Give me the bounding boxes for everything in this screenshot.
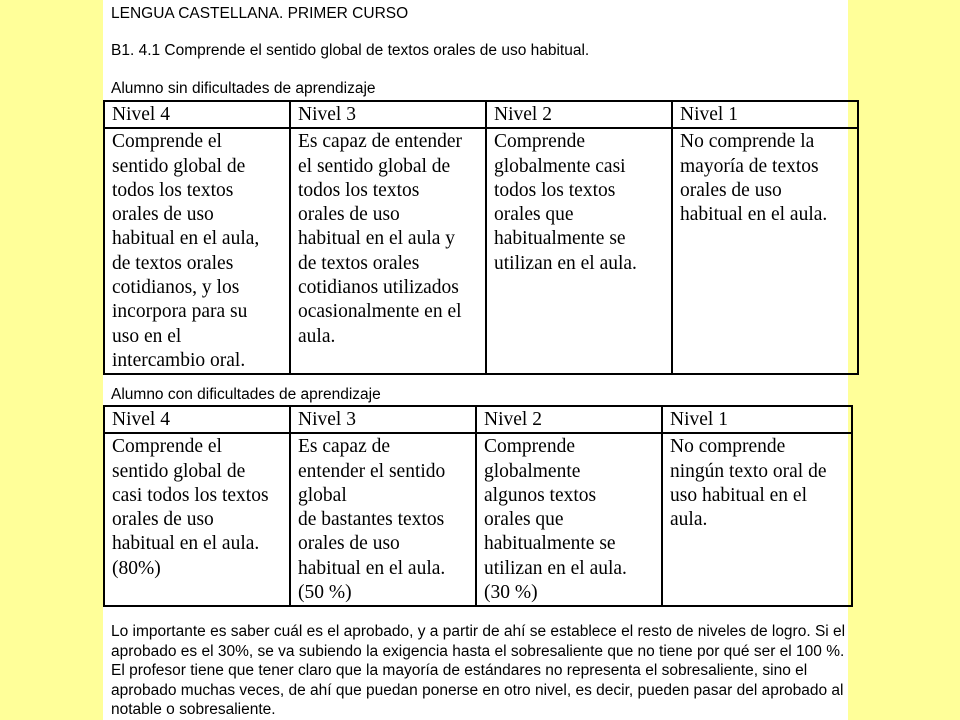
document-title: LENGUA CASTELLANA. PRIMER CURSO — [111, 5, 409, 22]
cell-nivel-4: Comprende el sentido global de todos los textos orales de uso habitual en el aula, de textos orales cotidianos, y los incorpora para su uso en el intercambio oral. — [104, 128, 290, 374]
cell-nivel-1: No comprende la mayoría de textos orales de uso habitual en el aula. — [672, 128, 858, 374]
cell-nivel-2: Comprende globalmente algunos textos orales que habitualmente se utilizan en el aula. (30 %) — [476, 433, 662, 606]
table-row — [104, 128, 858, 374]
table-row — [104, 433, 852, 606]
standard-statement: B1. 4.1 Comprende el sentido global de textos orales de uso habitual. — [111, 42, 590, 59]
header-nivel-3: Nivel 3 — [290, 406, 476, 433]
cell-nivel-3: Es capaz de entender el sentido global de bastantes textos orales de uso habitual en el aula. (50 %) — [290, 433, 476, 606]
header-nivel-2: Nivel 2 — [486, 101, 672, 128]
section2-caption: Alumno con dificultades de aprendizaje — [111, 386, 381, 403]
cell-nivel-2: Comprende globalmente casi todos los textos orales que habitualmente se utilizan en el aula. — [486, 128, 672, 374]
header-nivel-3: Nivel 3 — [290, 101, 486, 128]
cell-nivel-1: No comprende ningún texto oral de uso habitual en el aula. — [662, 433, 852, 606]
header-nivel-4: Nivel 4 — [104, 406, 290, 433]
table-header-row — [104, 101, 858, 128]
rubric-table-with-difficulties — [103, 405, 853, 607]
section1-caption: Alumno sin dificultades de aprendizaje — [111, 80, 376, 97]
rubric-table-no-difficulties — [103, 100, 859, 375]
header-nivel-2: Nivel 2 — [476, 406, 662, 433]
cell-nivel-3: Es capaz de entender el sentido global de todos los textos orales de uso habitual en el aula y de textos orales cotidianos utilizados ocasionalmente en el aula. — [290, 128, 486, 374]
header-nivel-1: Nivel 1 — [662, 406, 852, 433]
header-nivel-1: Nivel 1 — [672, 101, 858, 128]
explanatory-note: Lo importante es saber cuál es el aprobado, y a partir de ahí se establece el resto de niveles de logro. Si el aprobado es el 30%, se va subiendo la exigencia hasta el sobresaliente que no tiene por qué ser el 100 %. El profesor tiene que tener claro que la mayoría de estándares no representa el sobresaliente, sino el aprobado muchas veces, de ahí que puedan ponerse en otro nivel, es decir, pueden pasar del aprobado al notable o sobresaliente. — [111, 623, 846, 718]
cell-nivel-4: Comprende el sentido global de casi todos los textos orales de uso habitual en el aula. (80%) — [104, 433, 290, 606]
header-nivel-4: Nivel 4 — [104, 101, 290, 128]
table-header-row — [104, 406, 852, 433]
